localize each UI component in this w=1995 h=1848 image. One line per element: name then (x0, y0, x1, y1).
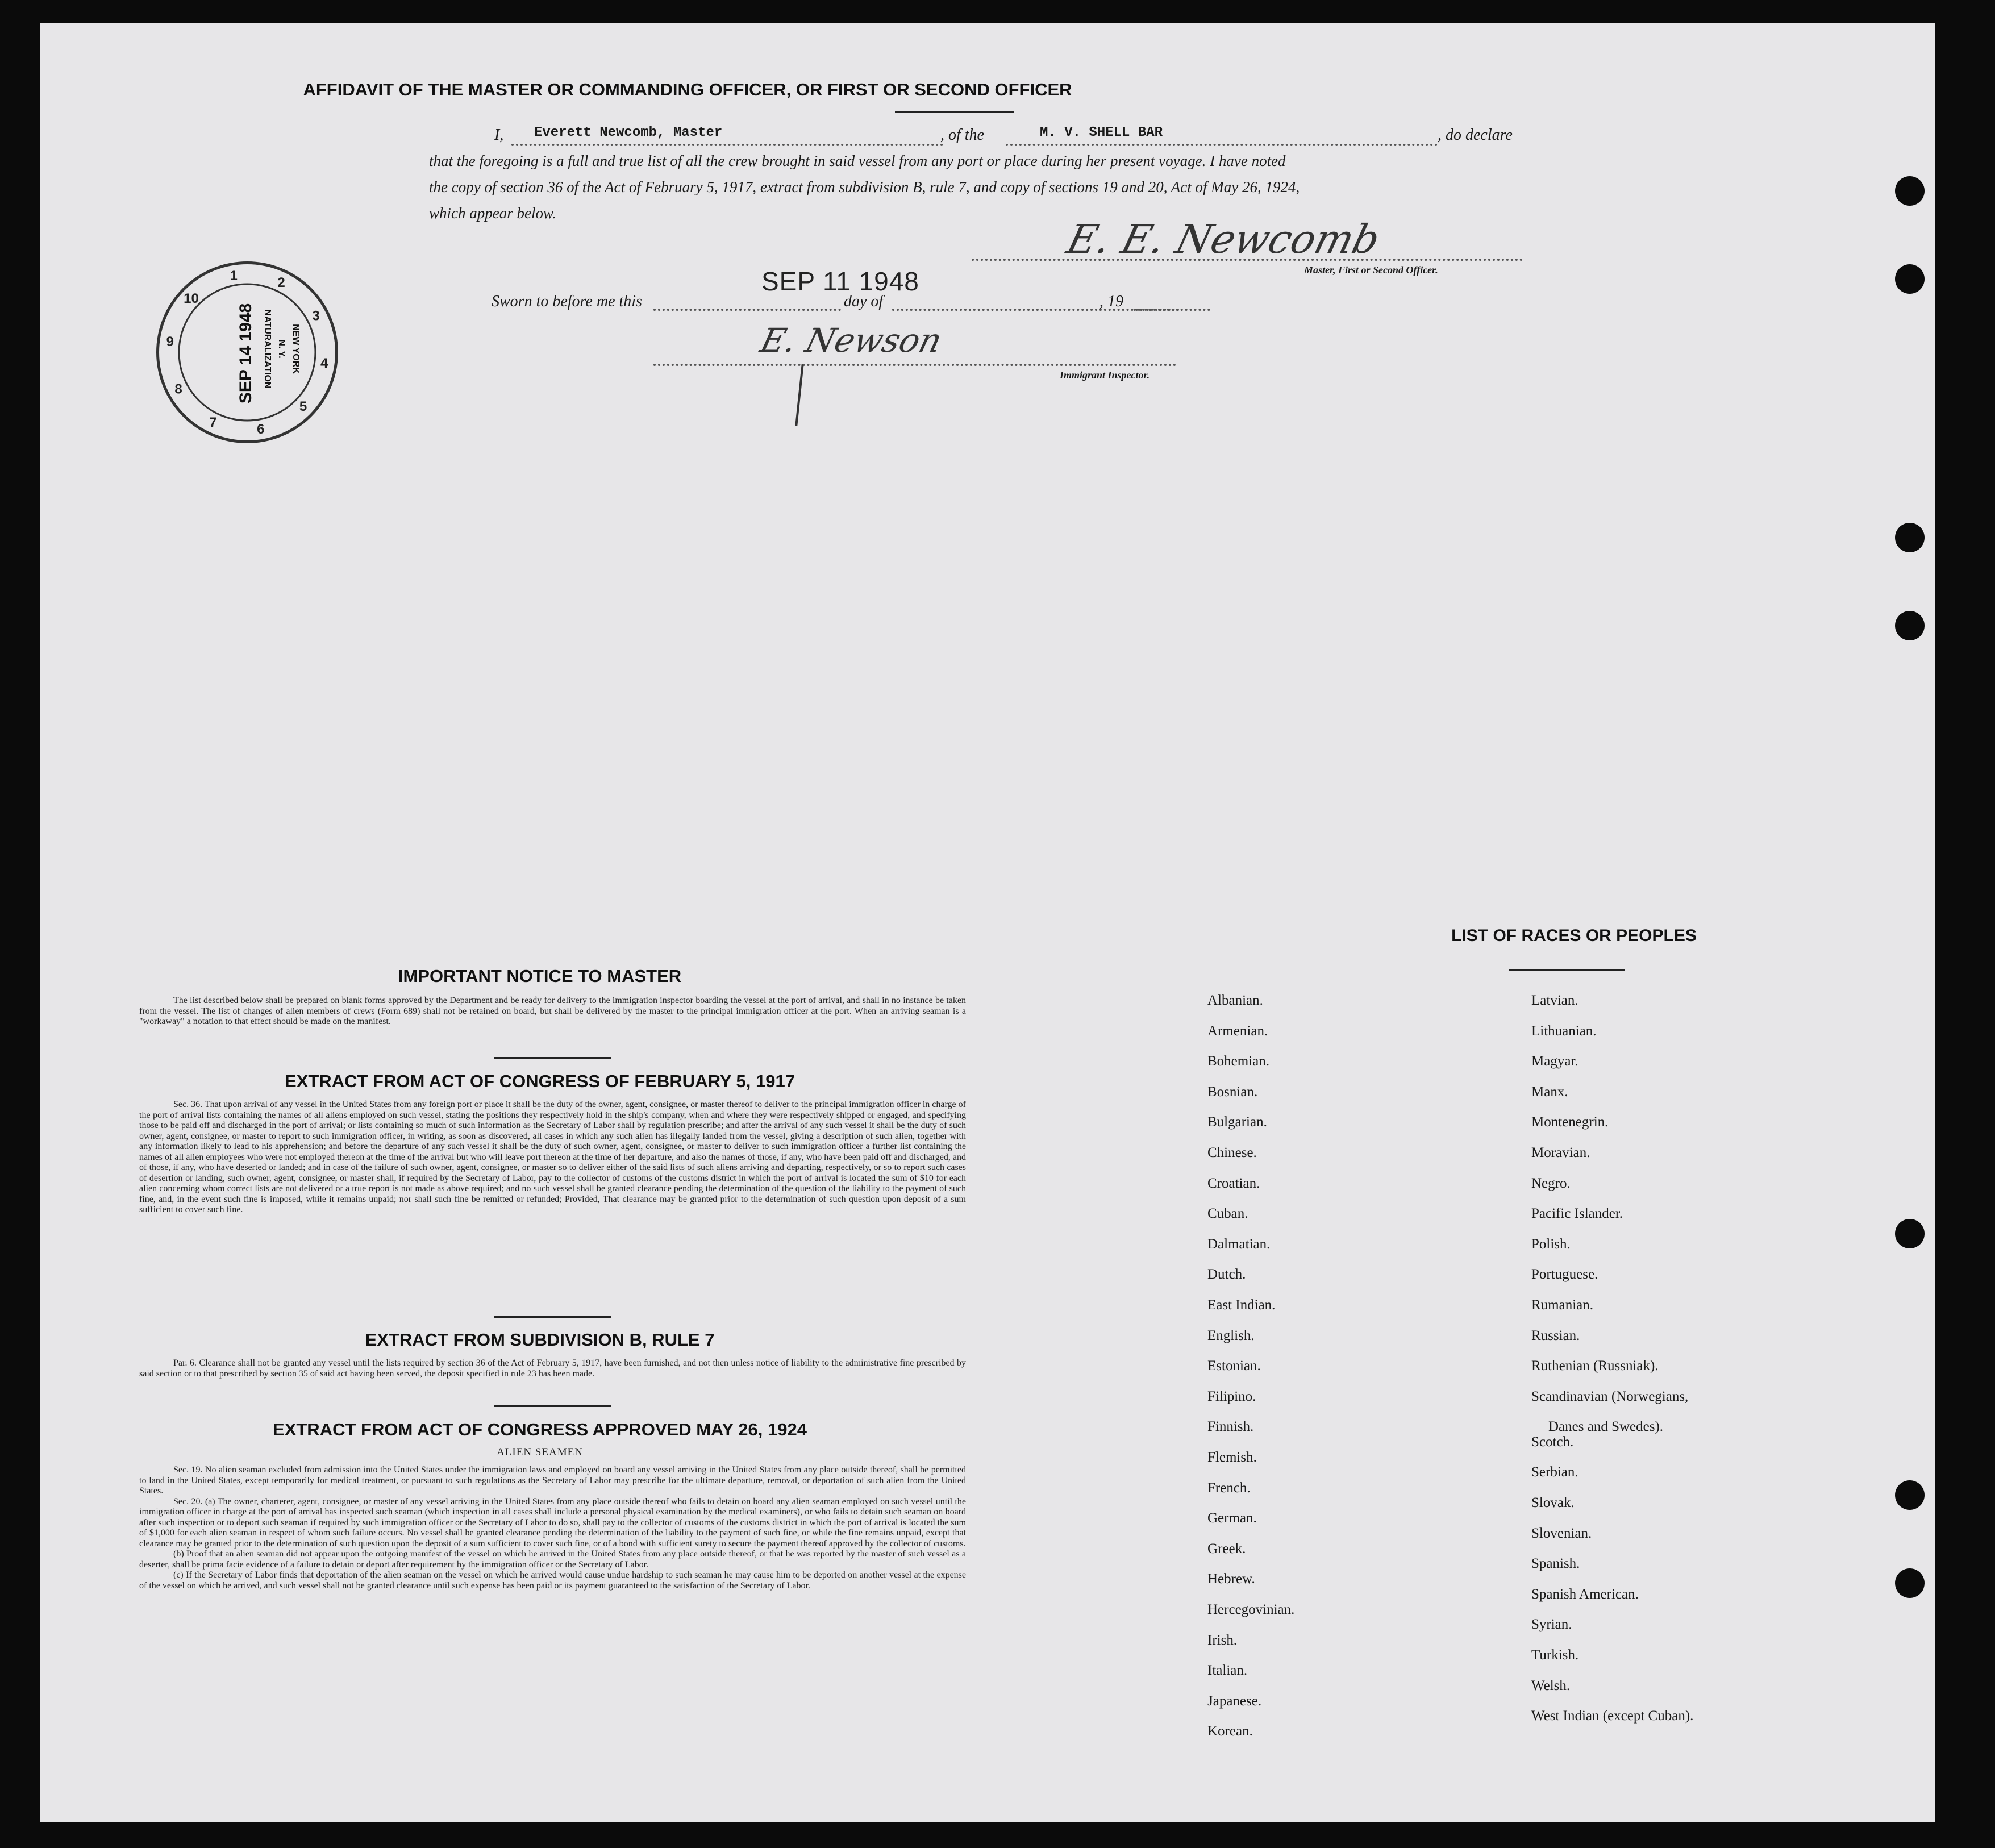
punch-hole (1895, 523, 1925, 552)
race-item: Dutch. (1207, 1267, 1246, 1283)
sworn-year-dots (1134, 309, 1179, 311)
year-label: , 19 (1099, 293, 1123, 310)
race-item: Armenian. (1207, 1023, 1268, 1039)
race-continuation: Danes and Swedes). (1548, 1419, 1664, 1434)
extract-1917-title: EXTRACT FROM ACT OF CONGRESS OF FEBRUARY 5, 1917 (285, 1071, 795, 1091)
race-item: Negro. (1531, 1175, 1571, 1191)
stamp-ring-digit: 6 (257, 421, 265, 437)
race-item: Filipino. (1207, 1388, 1256, 1404)
stamp-ring-digit: 3 (312, 308, 320, 324)
extract-1924-title: EXTRACT FROM ACT OF CONGRESS APPROVED MAY 26, 1924 (273, 1420, 807, 1439)
race-item: Cuban. (1207, 1206, 1248, 1222)
master-signature-dots (972, 259, 1523, 261)
stamp-ring-digit: 9 (166, 334, 174, 349)
extract-rule7-paragraph: Par. 6. Clearance shall not be granted any vessel until the lists required by section 36 of the Act of February 5, 1917, have been furnished, and not then unless notice of liability to the administrative fine prescribed by said section or to that prescribed by section 35 of said act having been served, the deposit specified in rule 23 has been made. (139, 1358, 966, 1379)
extract-1924-subtitle: ALIEN SEAMEN (497, 1446, 583, 1458)
race-item: Italian. (1207, 1663, 1248, 1679)
stamp-ring-digit: 1 (230, 268, 238, 284)
race-item: Slovak. (1531, 1495, 1575, 1510)
round-stamp-office-1: NATURALIZATION (263, 309, 272, 389)
race-item: Spanish. (1531, 1556, 1580, 1572)
race-item: Montenegrin. (1531, 1114, 1609, 1130)
punch-hole (1895, 611, 1925, 640)
declaration-line-2: that the foregoing is a full and true list of all the crew brought in said vessel from any port or place during her present voyage. I have noted (429, 152, 1286, 169)
race-item: Spanish American. (1531, 1586, 1639, 1602)
declaration-line-4: which appear below. (429, 205, 556, 222)
race-item: Korean. (1207, 1724, 1253, 1739)
extract-1917-body (139, 1100, 966, 1216)
race-item: Rumanian. (1531, 1297, 1594, 1313)
race-item: Pacific Islander. (1531, 1206, 1623, 1222)
races-rule (1509, 969, 1625, 971)
race-item: Finnish. (1207, 1419, 1254, 1435)
punch-hole (1895, 176, 1925, 206)
race-item: Portuguese. (1531, 1267, 1598, 1283)
punch-hole (1895, 264, 1925, 294)
race-item: East Indian. (1207, 1297, 1276, 1313)
race-item: Scandinavian (Norwegians, (1531, 1388, 1689, 1404)
race-item: Moravian. (1531, 1145, 1590, 1160)
do-declare-label: , do declare (1438, 126, 1513, 144)
race-item: Irish. (1207, 1632, 1238, 1648)
race-item: Bosnian. (1207, 1084, 1258, 1100)
extract-rule7-rule (494, 1405, 611, 1407)
stamp-ring-digit: 2 (277, 274, 285, 290)
extract-1917-rule (494, 1316, 611, 1318)
title-rule (895, 111, 1014, 113)
date-stamp: SEP 11 1948 (761, 267, 919, 296)
race-item: Bohemian. (1207, 1054, 1270, 1069)
stamp-ring-digit: 5 (299, 399, 307, 415)
inspector-caption: Immigrant Inspector. (1060, 369, 1150, 381)
master-signature: E. E. Newcomb (1062, 216, 1385, 263)
round-stamp-office-2: N. Y. (277, 339, 286, 359)
race-item: Dalmatian. (1207, 1236, 1271, 1252)
race-item: Slovenian. (1531, 1525, 1592, 1541)
extract-1924-body (139, 1465, 966, 1591)
extract-rule7-body (139, 1358, 966, 1379)
race-item: Scotch. (1531, 1434, 1574, 1450)
sec-20c-paragraph: (c) If the Secretary of Labor finds that deportation of the alien seaman on the vessel on which he arrived would cause undue hardship to such seaman he may cause him to be deported on another vessel at the expense of the vessel on which he arrived, and such vessel shall not be granted clearance until such expense has been paid or its payment guaranteed to the satisfaction of the Secretary of Labor. (139, 1570, 966, 1591)
race-item: English. (1207, 1327, 1255, 1343)
race-item: German. (1207, 1510, 1257, 1526)
punch-hole (1895, 1568, 1925, 1598)
of-the-label: , of the (940, 126, 984, 144)
race-item: Croatian. (1207, 1175, 1260, 1191)
round-stamp (156, 261, 338, 443)
notice-title: IMPORTANT NOTICE TO MASTER (398, 966, 682, 986)
declaration-line-3: the copy of section 36 of the Act of February 5, 1917, extract from subdivision B, rule 7, and copy of sections 19 and 20, Act of May 26, 1924, (429, 178, 1300, 195)
race-item: Chinese. (1207, 1145, 1257, 1160)
round-stamp-office-3: NEW YORK (291, 324, 301, 374)
sworn-day-dots (653, 309, 841, 311)
race-item: Turkish. (1531, 1647, 1579, 1663)
race-item: Ruthenian (Russniak). (1531, 1358, 1659, 1374)
sec-20a-paragraph: Sec. 20. (a) The owner, charterer, agent, consignee, or master of any vessel arriving in the United States from any place outside thereof who fails to detain on board any alien seaman employed on such vessel until the immigration officer in charge at the port of arrival has inspected such seaman (which inspection in all cases shall include a personal physical examination by the medical examiners), or who fails to detain such seaman on board after such inspection or to deport such seaman if required by such immigration officer or the Secretary of Labor to do so, shall pay to the collector of customs of the customs district in which the port of arrival is located the sum of $1,000 for each alien seaman in respect of whom such failure occurs. No vessel shall be granted clearance pending the determination of the liability to the payment of such fine, or while the fine remains unpaid, except that clearance may be granted prior to the determination of such question upon the deposit of a sum sufficient to cover such fine, or of a bond with sufficient surety to secure the payment thereof approved by the collector of customs. (139, 1496, 966, 1549)
race-item: Bulgarian. (1207, 1114, 1267, 1130)
punch-hole (1895, 1480, 1925, 1510)
race-item: Manx. (1531, 1084, 1568, 1100)
extract-1917-paragraph: Sec. 36. That upon arrival of any vessel in the United States from any foreign port or place it shall be the duty of the owner, agent, consignee, or master thereof to deliver to the principal immigration officer in charge of the port of arrival lists containing the names of all aliens employed on such vessel, stating the positions they respectively hold in the ship's company, when and where they were respectively shipped or engaged, and specifying those to be paid off and discharged in the port of arrival; or lists containing so much of such information as the Secretary of Labor shall by regulation prescribe; and after the arrival of any such vessel it shall be the duty of such owner, agent, consignee, or master to report to such immigration officer, in writing, as soon as discovered, all cases in which any such alien has illegally landed from the vessel, giving a description of such alien, together with any information likely to lead to his apprehension; and before the departure of any such vessel it shall be the duty of such owner, agent, consignee, or master to deliver to such immigration officer a further list containing the names of all alien employees who were not employed thereon at the time of the arrival but who will leave port thereon at the time of her departure, and also the names of those, if any, who have been paid off and discharged, and of those, if any, who have deserted or landed; and in case of the failure of such owner, agent, consignee, or master so to deliver either of the said lists of such aliens arriving and departing, respectively, or so to report such cases of desertion or landing, such owner, agent, consignee, or master shall, if required by the Secretary of Labor, pay to the collector of customs of the customs district in which the port of arrival is located the sum of $10 for each alien concerning whom correct lists are not delivered or a true report is not made as above required; and no such vessel shall be granted clearance pending the determination of the question of the liability to the payment of such fine, and, in the event such fine is imposed, while it remains unpaid; nor shall such fine be remitted or refunded; Provided, That clearance may be granted prior to the determination of such question upon deposit of a sum sufficient to cover such fine. (139, 1100, 966, 1214)
race-item: Albanian. (1207, 993, 1263, 1008)
race-item: French. (1207, 1480, 1251, 1496)
stamp-ring-digit: 10 (184, 290, 199, 306)
race-item: Hebrew. (1207, 1571, 1255, 1587)
round-stamp-date: SEP 14 1948 (236, 303, 255, 404)
affidavit-title: AFFIDAVIT OF THE MASTER OR COMMANDING OFFICER, OR FIRST OR SECOND OFFICER (303, 80, 1072, 99)
race-item: Welsh. (1531, 1678, 1571, 1693)
races-title: LIST OF RACES OR PEOPLES (1451, 926, 1697, 945)
master-name-field: Everett Newcomb, Master (534, 125, 723, 140)
notice-body (139, 996, 966, 1027)
day-of-label: day of (844, 293, 884, 310)
race-item: Japanese. (1207, 1693, 1262, 1709)
inspector-signature-tail (795, 364, 803, 426)
inspector-signature: E. Newson (756, 321, 946, 360)
document-page (40, 23, 1935, 1822)
stamp-ring-digit: 4 (320, 356, 328, 372)
declaration-prefix: I, (494, 126, 504, 144)
vessel-name-dots (1006, 144, 1438, 146)
race-item: Russian. (1531, 1327, 1580, 1343)
race-item: Estonian. (1207, 1358, 1261, 1374)
race-item: Hercegovinian. (1207, 1602, 1295, 1617)
race-item: Syrian. (1531, 1617, 1572, 1633)
sworn-label: Sworn to before me this (492, 293, 642, 310)
master-name-dots (511, 144, 943, 146)
race-item: Polish. (1531, 1236, 1571, 1252)
vessel-name-field: M. V. SHELL BAR (1040, 125, 1163, 140)
race-item: Flemish. (1207, 1450, 1257, 1465)
race-item: Lithuanian. (1531, 1023, 1597, 1039)
race-item: West Indian (except Cuban). (1531, 1708, 1694, 1724)
race-item: Greek. (1207, 1541, 1246, 1556)
notice-rule (494, 1057, 611, 1059)
punch-hole (1895, 1219, 1925, 1248)
race-item: Serbian. (1531, 1464, 1578, 1480)
sec-19-paragraph: Sec. 19. No alien seaman excluded from admission into the United States under the immigration laws and employed on board any vessel arriving in the United States from any place outside thereof, shall be permitted to land in the United States, except temporarily for medical treatment, or pursuant to such regulations as the Secretary of Labor may prescribe for the ultimate departure, removal, or deportation of such alien from the United States. (139, 1465, 966, 1496)
race-item: Latvian. (1531, 993, 1578, 1008)
extract-rule7-title: EXTRACT FROM SUBDIVISION B, RULE 7 (365, 1330, 715, 1350)
master-caption: Master, First or Second Officer. (1304, 264, 1438, 276)
sec-20b-paragraph: (b) Proof that an alien seaman did not appear upon the outgoing manifest of the vessel on which he arrived in the United States from any place outside thereof, or that he was reported by the master of such vessel as a deserter, shall be prima facie evidence of a failure to detain or deport after requirement by the immigration officer or the Secretary of Labor. (139, 1549, 966, 1570)
stamp-ring-digit: 8 (174, 381, 182, 397)
notice-paragraph: The list described below shall be prepared on blank forms approved by the Department and be ready for delivery to the immigration inspector boarding the vessel at the port of arrival, and shall in no instance be taken from the vessel. The list of changes of alien members of crews (Form 689) shall not be retained on board, but shall be delivered by the master to the principal immigration officer at the port. When an arriving seaman is a "workaway" a notation to that effect should be made on the manifest. (139, 996, 966, 1026)
race-item: Magyar. (1531, 1054, 1578, 1069)
stamp-ring-digit: 7 (209, 415, 217, 431)
inspector-dots (653, 364, 1176, 366)
